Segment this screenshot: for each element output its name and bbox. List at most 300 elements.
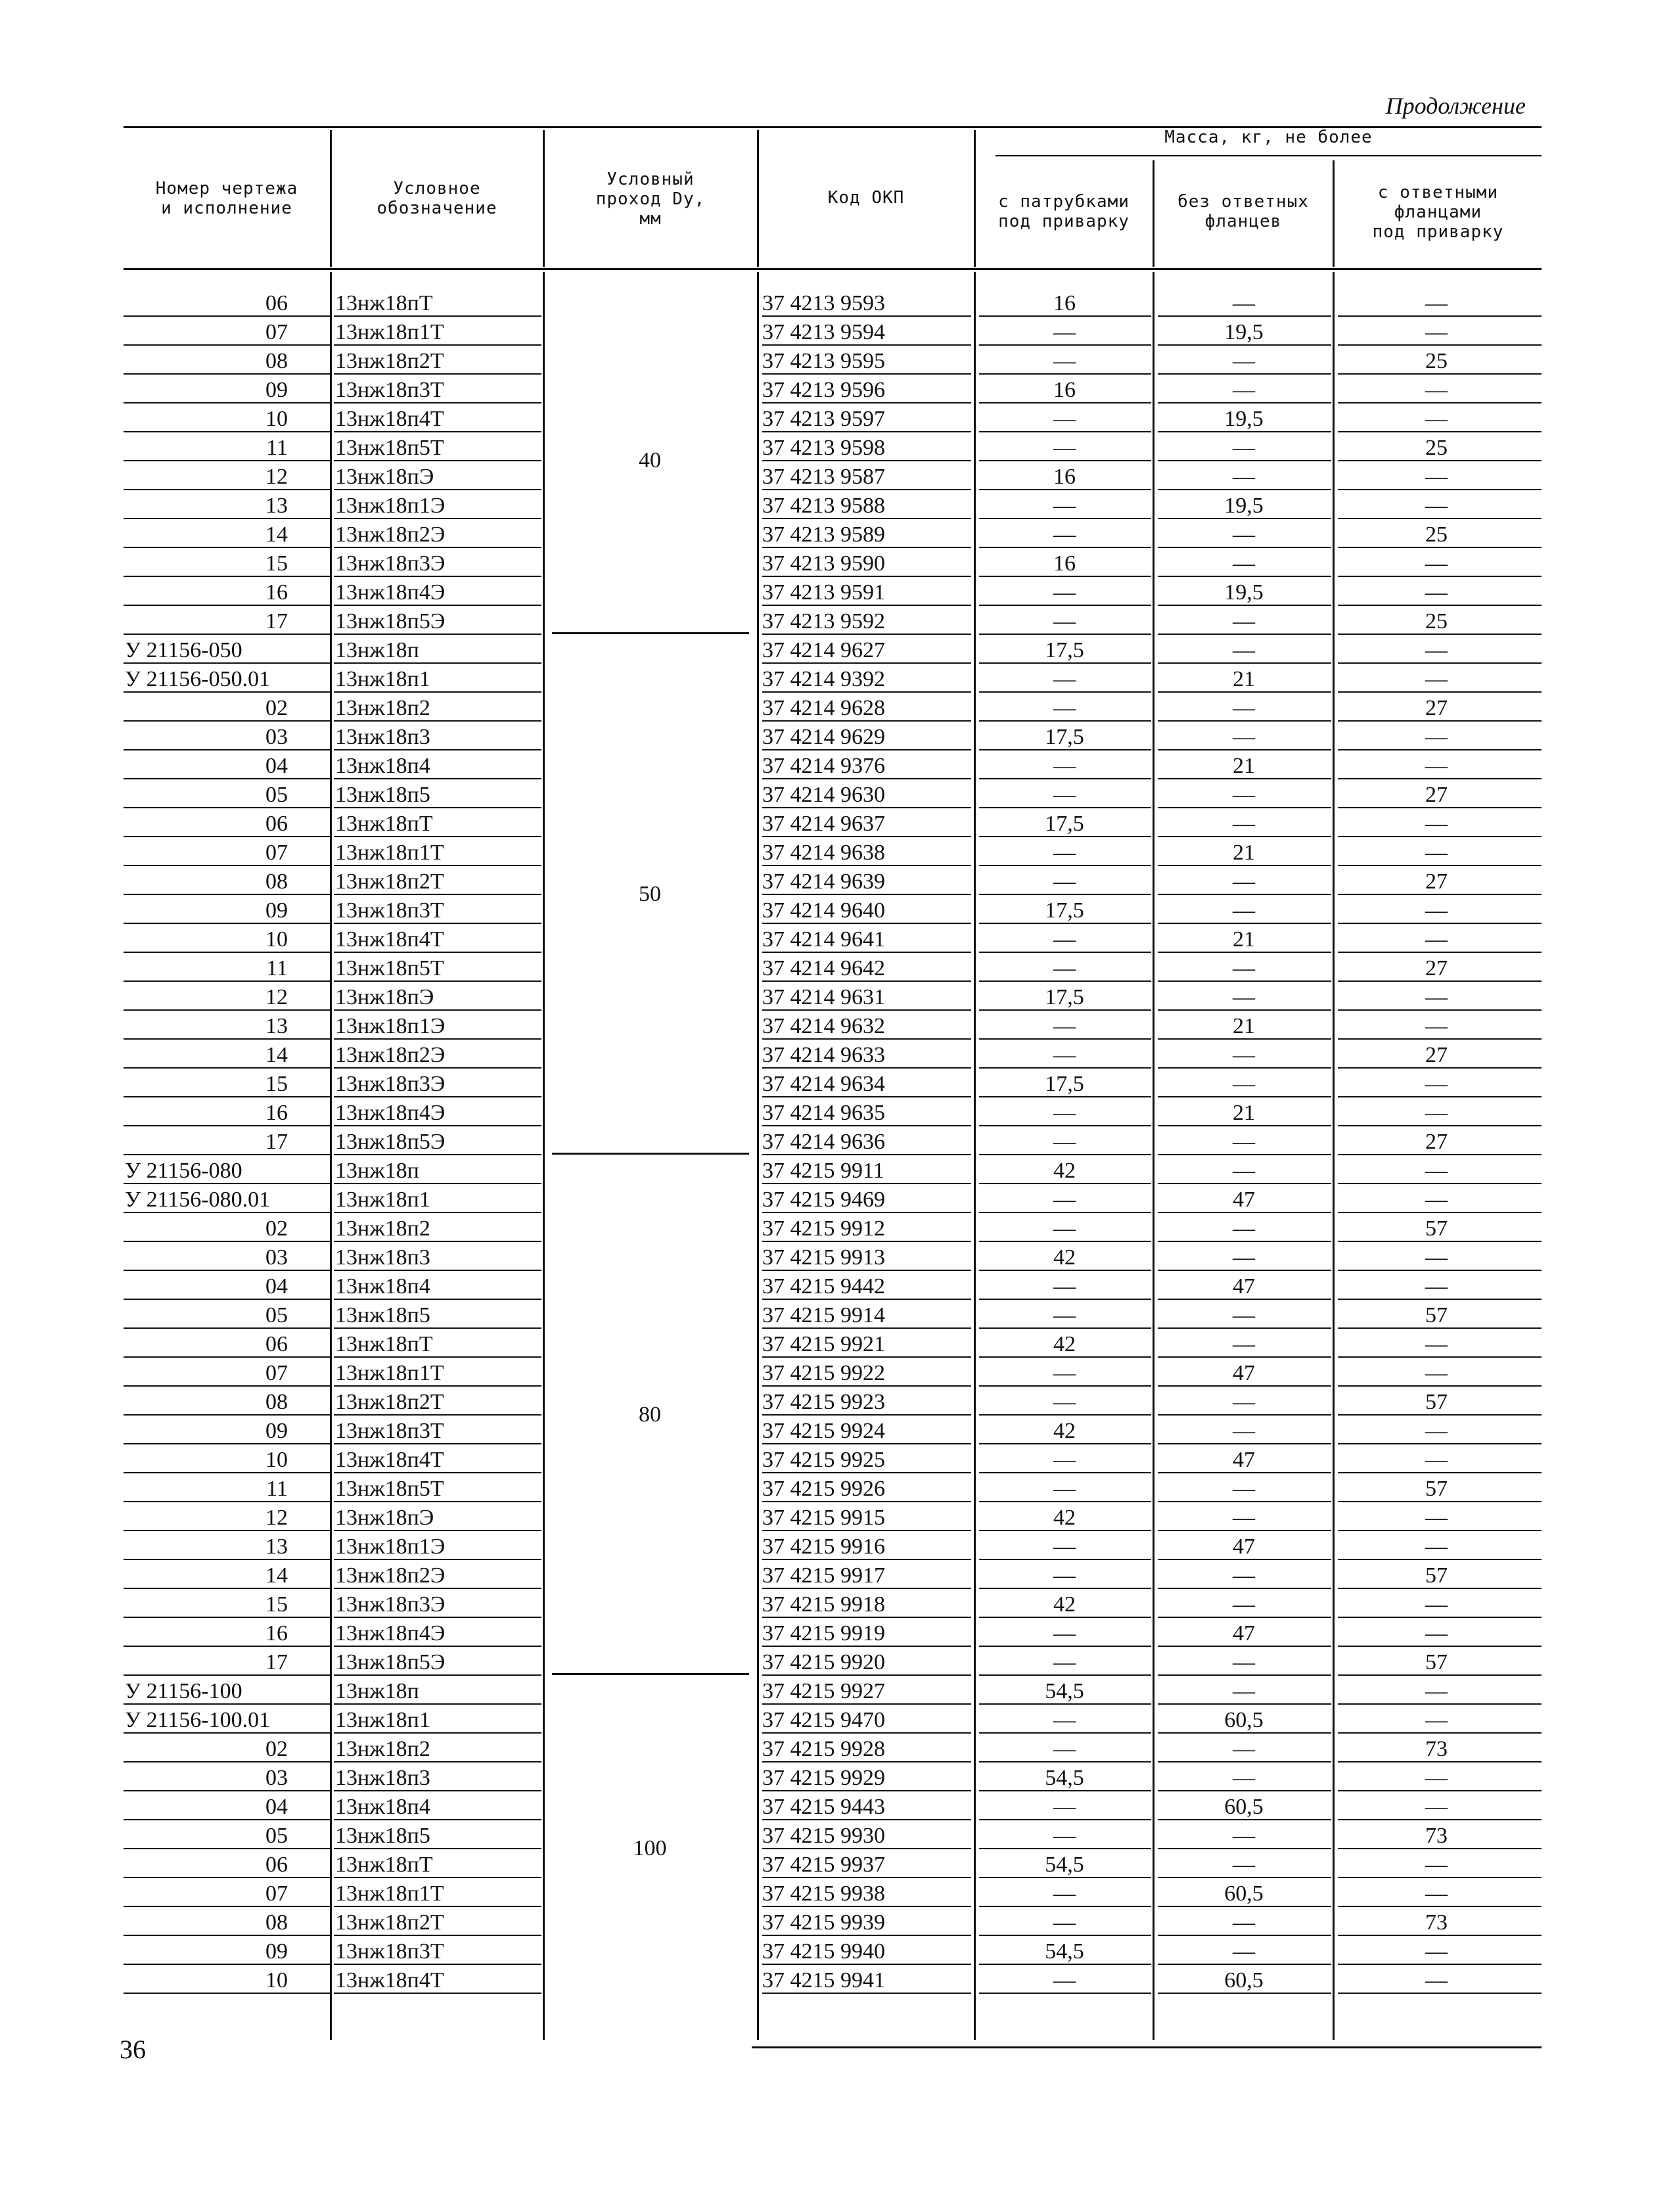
cell-mass-weld: 17,5 [1045, 638, 1084, 662]
cell-mass-noflange: — [1233, 1419, 1255, 1443]
cell-drawing-number: У 21156-080 [125, 1159, 242, 1183]
cell-mass-weld: — [1053, 1795, 1076, 1819]
cell-mass-flange: — [1425, 1187, 1448, 1212]
row-rule [1158, 1327, 1331, 1329]
row-rule [334, 662, 541, 664]
row-rule [334, 1732, 541, 1734]
cell-mass-weld: 54,5 [1045, 1679, 1084, 1703]
cell-mass-flange: — [1425, 320, 1448, 344]
row-rule [334, 1327, 541, 1329]
row-rule [979, 1732, 1151, 1734]
cell-drawing-number: 06 [265, 291, 288, 315]
cell-mass-flange: — [1425, 1014, 1448, 1038]
col-divider [1153, 272, 1155, 2040]
row-rule [762, 1299, 971, 1300]
page-number: 36 [120, 2035, 146, 2064]
cell-okp-code: 37 4215 9918 [762, 1592, 885, 1617]
cell-drawing-number: 04 [265, 754, 288, 778]
row-rule [124, 1964, 330, 1965]
cell-drawing-number: 06 [265, 1332, 288, 1356]
row-rule [979, 1559, 1151, 1560]
cell-mass-weld: — [1053, 841, 1076, 865]
cell-mass-weld: — [1053, 1881, 1076, 1906]
row-rule [124, 1241, 330, 1242]
cell-designation: 13нж18п2Т [335, 869, 444, 894]
cell-mass-noflange: — [1233, 783, 1255, 807]
cell-mass-weld: — [1053, 1708, 1076, 1732]
row-rule [979, 489, 1151, 490]
cell-okp-code: 37 4215 9926 [762, 1477, 885, 1501]
row-rule [124, 1906, 330, 1907]
cell-okp-code: 37 4214 9642 [762, 956, 885, 980]
cell-mass-noflange: — [1233, 1506, 1255, 1530]
row-rule [979, 1877, 1151, 1878]
cell-mass-noflange: — [1233, 1679, 1255, 1703]
row-rule [334, 1038, 541, 1040]
cell-nominal-diameter: 50 [639, 882, 661, 906]
row-rule [1158, 778, 1331, 779]
cell-mass-noflange: — [1233, 378, 1255, 402]
cell-mass-weld: — [1053, 349, 1076, 373]
cell-mass-weld: 17,5 [1045, 812, 1084, 836]
cell-mass-flange: — [1425, 985, 1448, 1009]
row-rule [1338, 1183, 1542, 1184]
row-rule [1338, 1588, 1542, 1589]
cell-mass-flange: 25 [1425, 349, 1448, 373]
cell-mass-weld: 17,5 [1045, 725, 1084, 749]
cell-mass-noflange: 47 [1233, 1274, 1255, 1299]
cell-mass-noflange: 21 [1233, 841, 1255, 865]
cell-mass-flange: — [1425, 638, 1448, 662]
cell-drawing-number: У 21156-050 [125, 638, 242, 662]
row-rule [124, 720, 330, 722]
cell-mass-noflange: 60,5 [1224, 1795, 1264, 1819]
row-rule [124, 1993, 330, 1994]
cell-mass-flange: 27 [1425, 956, 1448, 980]
cell-mass-noflange: 19,5 [1224, 494, 1264, 518]
row-rule [1158, 1761, 1331, 1763]
cell-drawing-number: 10 [265, 407, 288, 431]
row-rule [979, 1819, 1151, 1820]
row-rule [1338, 315, 1542, 317]
row-rule [124, 431, 330, 432]
cell-drawing-number: 09 [265, 378, 288, 402]
cell-drawing-number: 02 [265, 1216, 288, 1241]
row-rule [334, 1009, 541, 1011]
cell-mass-flange: 27 [1425, 869, 1448, 894]
row-rule [1158, 1674, 1331, 1676]
row-rule [124, 1183, 330, 1184]
cell-designation: 13нж18пТ [335, 812, 433, 836]
row-rule [762, 1443, 971, 1444]
row-rule [762, 1848, 971, 1849]
cell-nominal-diameter: 40 [639, 448, 661, 472]
cell-mass-flange: — [1425, 1159, 1448, 1183]
row-rule [124, 1877, 330, 1878]
cell-mass-noflange: — [1233, 696, 1255, 720]
cell-designation: 13нж18п3Т [335, 898, 444, 923]
row-rule [334, 1964, 541, 1965]
row-rule [1158, 1877, 1331, 1878]
row-rule [1158, 634, 1331, 635]
cell-drawing-number: У 21156-100.01 [125, 1708, 271, 1732]
cell-designation: 13нж18п4Э [335, 1621, 446, 1646]
cell-designation: 13нж18п2Т [335, 1390, 444, 1414]
row-rule [334, 1935, 541, 1936]
row-rule [1158, 894, 1331, 895]
row-rule [979, 952, 1151, 953]
row-rule [979, 402, 1151, 403]
row-rule [1338, 547, 1542, 548]
cell-okp-code: 37 4215 9921 [762, 1332, 885, 1356]
cell-mass-flange: — [1425, 812, 1448, 836]
row-rule [762, 1385, 971, 1387]
cell-okp-code: 37 4215 9927 [762, 1679, 885, 1703]
row-rule [762, 1935, 971, 1936]
cell-mass-noflange: — [1233, 1939, 1255, 1964]
cell-okp-code: 37 4215 9912 [762, 1216, 885, 1241]
row-rule [334, 402, 541, 403]
row-rule [1338, 1414, 1542, 1416]
row-rule [762, 1703, 971, 1705]
row-rule [124, 980, 330, 982]
row-rule [762, 1472, 971, 1473]
row-rule [1158, 576, 1331, 577]
row-rule [334, 1270, 541, 1271]
row-rule [1338, 605, 1542, 606]
cell-designation: 13нж18пЭ [335, 1506, 434, 1530]
row-rule [1158, 518, 1331, 519]
cell-mass-noflange: 47 [1233, 1534, 1255, 1559]
cell-okp-code: 37 4215 9913 [762, 1245, 885, 1270]
cell-mass-weld: 17,5 [1045, 985, 1084, 1009]
cell-mass-noflange: — [1233, 725, 1255, 749]
row-rule [334, 1530, 541, 1531]
cell-designation: 13нж18п5Т [335, 436, 444, 460]
cell-mass-weld: 54,5 [1045, 1766, 1084, 1790]
row-rule [334, 1212, 541, 1213]
cell-drawing-number: 10 [265, 1448, 288, 1472]
row-rule [124, 1009, 330, 1011]
row-rule [1338, 1009, 1542, 1011]
row-rule [1338, 1501, 1542, 1502]
row-rule [1338, 952, 1542, 953]
cell-okp-code: 37 4214 9641 [762, 927, 885, 952]
cell-mass-noflange: — [1233, 1766, 1255, 1790]
row-rule [1338, 865, 1542, 866]
row-rule [334, 315, 541, 317]
cell-designation: 13нж18п3Э [335, 1592, 446, 1617]
cell-mass-flange: — [1425, 1708, 1448, 1732]
cell-okp-code: 37 4215 9911 [762, 1159, 884, 1183]
cell-mass-weld: 16 [1053, 465, 1076, 489]
row-rule [1338, 1790, 1542, 1791]
row-rule [1338, 980, 1542, 982]
row-rule [334, 952, 541, 953]
cell-mass-flange: 57 [1425, 1303, 1448, 1327]
cell-mass-noflange: 47 [1233, 1621, 1255, 1646]
cell-mass-flange: — [1425, 927, 1448, 952]
row-rule [334, 720, 541, 722]
cell-designation: 13нж18п5Э [335, 1130, 446, 1154]
row-rule [1338, 1674, 1542, 1676]
row-rule [124, 691, 330, 693]
row-rule [1338, 1732, 1542, 1734]
cell-drawing-number: 08 [265, 349, 288, 373]
cell-mass-weld: — [1053, 1737, 1076, 1761]
cell-designation: 13нж18п1Т [335, 1881, 444, 1906]
row-rule [1158, 1848, 1331, 1849]
row-rule [762, 1501, 971, 1502]
row-rule [124, 373, 330, 375]
row-rule [124, 1096, 330, 1097]
row-rule [124, 1472, 330, 1473]
cell-mass-noflange: 21 [1233, 1101, 1255, 1125]
row-rule [1338, 836, 1542, 837]
cell-designation: 13нж18п4Т [335, 407, 444, 431]
cell-mass-flange: — [1425, 1506, 1448, 1530]
cell-mass-weld: 17,5 [1045, 898, 1084, 923]
row-rule [1158, 923, 1331, 924]
row-rule [334, 778, 541, 779]
row-rule [124, 344, 330, 346]
cell-okp-code: 37 4215 9938 [762, 1881, 885, 1906]
row-rule [1158, 1559, 1331, 1560]
row-rule [762, 1964, 971, 1965]
cell-mass-flange: 27 [1425, 696, 1448, 720]
row-rule [979, 807, 1151, 808]
cell-designation: 13нж18п3 [335, 725, 430, 749]
cell-designation: 13нж18п4Э [335, 580, 446, 605]
row-rule [124, 952, 330, 953]
row-rule [334, 1906, 541, 1907]
row-rule [1338, 1154, 1542, 1155]
cell-mass-flange: — [1425, 841, 1448, 865]
row-rule [979, 1299, 1151, 1300]
group-divider-rule [552, 1153, 749, 1155]
row-rule [124, 1327, 330, 1329]
row-rule [124, 402, 330, 403]
cell-mass-flange: — [1425, 1621, 1448, 1646]
row-rule [979, 315, 1151, 317]
cell-designation: 13нж18п1 [335, 1708, 430, 1732]
row-rule [124, 836, 330, 837]
row-rule [124, 489, 330, 490]
cell-okp-code: 37 4215 9924 [762, 1419, 885, 1443]
row-rule [1338, 518, 1542, 519]
row-rule [762, 344, 971, 346]
row-rule [334, 576, 541, 577]
row-rule [762, 1270, 971, 1271]
row-rule [1338, 807, 1542, 808]
row-rule [979, 720, 1151, 722]
cell-drawing-number: 13 [265, 494, 288, 518]
row-rule [762, 634, 971, 635]
cell-mass-flange: 25 [1425, 436, 1448, 460]
row-rule [334, 1356, 541, 1358]
row-rule [334, 1617, 541, 1618]
cell-okp-code: 37 4214 9629 [762, 725, 885, 749]
row-rule [1338, 1038, 1542, 1040]
row-rule [762, 1327, 971, 1329]
cell-okp-code: 37 4214 9376 [762, 754, 885, 778]
cell-designation: 13нж18пТ [335, 291, 433, 315]
row-rule [762, 1674, 971, 1676]
cell-mass-weld: — [1053, 1274, 1076, 1299]
row-rule [124, 1732, 330, 1734]
cell-designation: 13нж18п [335, 1679, 419, 1703]
cell-mass-flange: — [1425, 1101, 1448, 1125]
row-rule [1338, 576, 1542, 577]
row-rule [1158, 605, 1331, 606]
row-rule [334, 431, 541, 432]
row-rule [979, 836, 1151, 837]
row-rule [762, 605, 971, 606]
cell-okp-code: 37 4215 9920 [762, 1650, 885, 1674]
cell-okp-code: 37 4213 9596 [762, 378, 885, 402]
row-rule [1158, 1935, 1331, 1936]
cell-mass-flange: — [1425, 1534, 1448, 1559]
cell-mass-noflange: — [1233, 1043, 1255, 1067]
cell-okp-code: 37 4214 9635 [762, 1101, 885, 1125]
cell-mass-flange: 25 [1425, 609, 1448, 634]
cell-designation: 13нж18п1Т [335, 841, 444, 865]
row-rule [762, 1414, 971, 1416]
cell-designation: 13нж18п3Э [335, 551, 446, 576]
cell-mass-noflange: 47 [1233, 1448, 1255, 1472]
header-nominal-diameter: Условный проход Dу, мм [595, 170, 706, 229]
cell-designation: 13нж18п5Э [335, 609, 446, 634]
row-rule [762, 923, 971, 924]
cell-drawing-number: 14 [265, 1563, 288, 1588]
cell-designation: 13нж18п1 [335, 1187, 430, 1212]
row-rule [124, 1559, 330, 1560]
row-rule [1158, 691, 1331, 693]
row-rule [1338, 923, 1542, 924]
row-rule [1338, 1299, 1542, 1300]
cell-designation: 13нж18п4 [335, 1274, 430, 1299]
row-rule [1158, 1617, 1331, 1618]
row-rule [979, 634, 1151, 635]
row-rule [979, 662, 1151, 664]
row-rule [1158, 460, 1331, 461]
cell-drawing-number: 13 [265, 1014, 288, 1038]
cell-mass-flange: — [1425, 1766, 1448, 1790]
cell-mass-noflange: — [1233, 1853, 1255, 1877]
cell-mass-flange: — [1425, 1274, 1448, 1299]
cell-drawing-number: 13 [265, 1534, 288, 1559]
row-rule [124, 576, 330, 577]
row-rule [334, 1848, 541, 1849]
row-rule [124, 1819, 330, 1820]
row-rule [334, 1414, 541, 1416]
cell-mass-weld: — [1053, 1043, 1076, 1067]
row-rule [334, 1674, 541, 1676]
row-rule [762, 402, 971, 403]
row-rule [1338, 749, 1542, 750]
cell-mass-flange: — [1425, 580, 1448, 605]
cell-mass-noflange: 60,5 [1224, 1968, 1264, 1993]
cell-mass-noflange: — [1233, 1130, 1255, 1154]
row-rule [1158, 431, 1331, 432]
cell-drawing-number: 03 [265, 1766, 288, 1790]
cell-mass-weld: — [1053, 1014, 1076, 1038]
cell-designation: 13нж18п2 [335, 1737, 430, 1761]
row-rule [124, 1501, 330, 1502]
cell-mass-noflange: 47 [1233, 1187, 1255, 1212]
cell-mass-noflange: — [1233, 465, 1255, 489]
cell-mass-weld: — [1053, 1968, 1076, 1993]
row-rule [762, 1038, 971, 1040]
row-rule [1338, 1559, 1542, 1560]
col-divider [330, 272, 332, 2040]
cell-designation: 13нж18п5Т [335, 956, 444, 980]
row-rule [124, 518, 330, 519]
group-divider-rule [552, 1673, 749, 1675]
row-rule [1338, 1819, 1542, 1820]
row-rule [1338, 1212, 1542, 1213]
cell-mass-flange: — [1425, 551, 1448, 576]
cell-mass-noflange: 47 [1233, 1361, 1255, 1385]
cell-drawing-number: 15 [265, 1072, 288, 1096]
row-rule [334, 836, 541, 837]
cell-okp-code: 37 4215 9916 [762, 1534, 885, 1559]
cell-mass-weld: — [1053, 1390, 1076, 1414]
cell-mass-weld: — [1053, 494, 1076, 518]
row-rule [124, 894, 330, 895]
row-rule [762, 1906, 971, 1907]
row-rule [979, 1009, 1151, 1011]
cell-mass-noflange: — [1233, 1159, 1255, 1183]
cell-mass-weld: — [1053, 1650, 1076, 1674]
cell-mass-flange: — [1425, 1968, 1448, 1993]
cell-okp-code: 37 4215 9922 [762, 1361, 885, 1385]
row-rule [1338, 402, 1542, 403]
row-rule [1158, 1993, 1331, 1994]
cell-designation: 13нж18п1Т [335, 1361, 444, 1385]
cell-mass-weld: 17,5 [1045, 1072, 1084, 1096]
cell-mass-noflange: — [1233, 1910, 1255, 1935]
row-rule [762, 1096, 971, 1097]
cell-okp-code: 37 4214 9637 [762, 812, 885, 836]
cell-mass-flange: 73 [1425, 1910, 1448, 1935]
row-rule [334, 1819, 541, 1820]
row-rule [124, 315, 330, 317]
cell-mass-weld: — [1053, 754, 1076, 778]
row-rule [1338, 1530, 1542, 1531]
cell-drawing-number: 09 [265, 898, 288, 923]
row-rule [762, 865, 971, 866]
row-rule [334, 547, 541, 548]
cell-okp-code: 37 4214 9632 [762, 1014, 885, 1038]
row-rule [124, 1270, 330, 1271]
row-rule [979, 547, 1151, 548]
cell-mass-noflange: — [1233, 522, 1255, 547]
row-rule [762, 1183, 971, 1184]
cell-drawing-number: 05 [265, 783, 288, 807]
row-rule [1158, 1443, 1331, 1444]
row-rule [979, 980, 1151, 982]
cell-drawing-number: 06 [265, 812, 288, 836]
cell-designation: 13нж18п4Э [335, 1101, 446, 1125]
cell-okp-code: 37 4213 9587 [762, 465, 885, 489]
row-rule [1158, 402, 1331, 403]
cell-designation: 13нж18п4Т [335, 927, 444, 952]
cell-mass-flange: — [1425, 1419, 1448, 1443]
row-rule [979, 1241, 1151, 1242]
row-rule [762, 1559, 971, 1560]
cell-mass-weld: — [1053, 1361, 1076, 1385]
